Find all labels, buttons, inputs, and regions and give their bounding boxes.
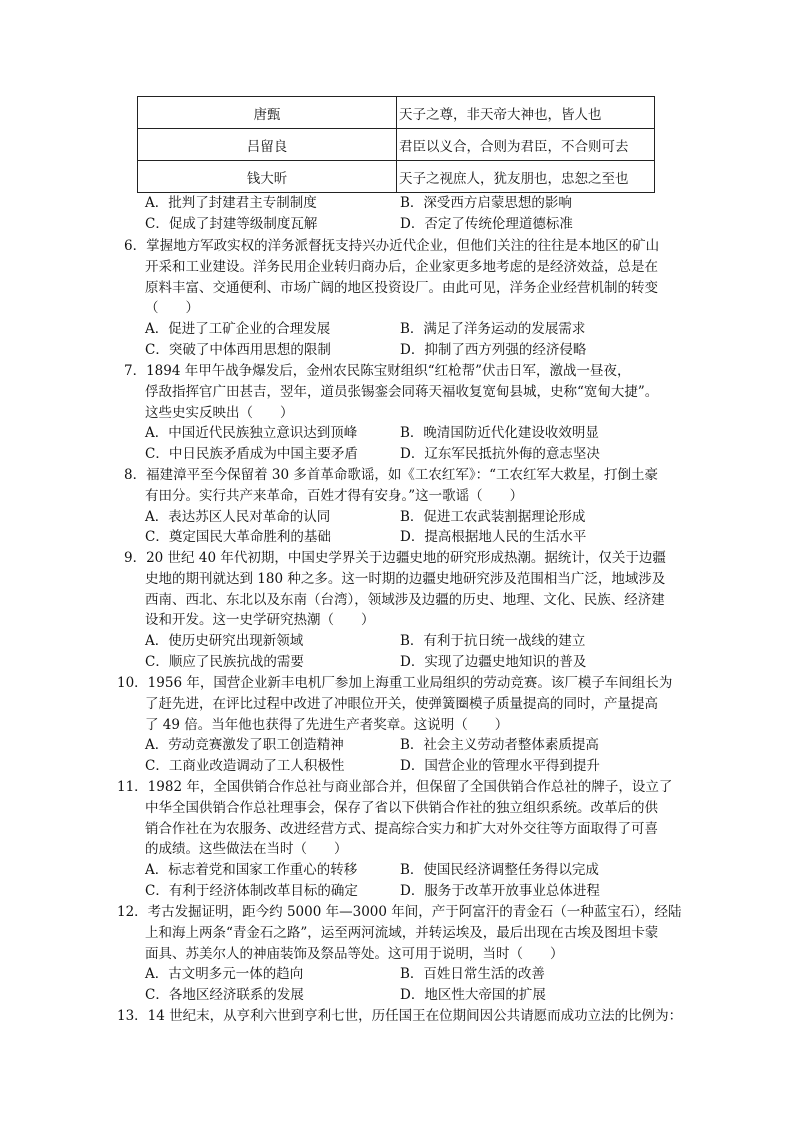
question-text: 设和开发。这一史学研究热潮（ ） — [145, 612, 375, 629]
question-6 — [124, 236, 659, 361]
option-b: B．社会主义劳动者整体素质提高 — [400, 737, 599, 754]
question-text: 这些史实反映出（ ） — [145, 404, 294, 421]
question-text: 了 49 倍。当年他也获得了先进生产者奖章。这说明（ ） — [145, 716, 509, 733]
option-d: D．抑制了西方列强的经济侵略 — [400, 341, 587, 358]
option-d: D．国营企业的管理水平得到提升 — [400, 758, 600, 775]
option-c: C．中日民族矛盾成为中国主要矛盾 — [145, 446, 358, 463]
option-a: A．标志着党和国家工作重心的转移 — [145, 862, 358, 879]
table-row — [138, 129, 655, 161]
option-d: D．否定了传统伦理道德标准 — [400, 215, 573, 232]
question-text: 西南、西北、东北以及东南（台湾），领域涉及边疆的历史、地理、文化、民族、经济建 — [145, 591, 665, 608]
question-text: 10．1956 年，国营企业新丰电机厂参加上海重工业局组织的劳动竞赛。该厂模子车间组长为 — [117, 675, 673, 691]
table-row — [138, 97, 655, 129]
table-row — [138, 161, 655, 193]
option-a: A．促进了工矿企业的合理发展 — [145, 321, 331, 338]
option-c: C．促成了封建等级制度瓦解 — [145, 215, 318, 232]
question-text: 俘敌指挥官广田甚吉，翌年，道员张锡銮会同蒋天福收复宽甸县城，史称“宽甸大捷”。 — [145, 383, 659, 400]
option-b: B．使国民经济调整任务得以完成 — [400, 862, 599, 879]
option-c: C．奠定国民大革命胜利的基础 — [145, 529, 331, 546]
option-d: D．辽东军民抵抗外侮的意志坚决 — [400, 446, 600, 463]
question-text: （ ） — [145, 300, 199, 317]
question-13 — [117, 1006, 683, 1027]
table-cell-name: 吕留良 — [138, 129, 397, 161]
option-b: B．百姓日常生活的改善 — [400, 966, 545, 983]
option-d: D．服务于改革开放事业总体进程 — [400, 882, 600, 899]
question-5-options — [145, 193, 680, 235]
question-text: 销合作社在为农服务、改进经营方式、提高综合实力和扩大对外交往等方面取得了可喜 — [145, 820, 658, 837]
option-a: A．古文明多元一体的趋向 — [145, 966, 304, 983]
option-b: B．促进工农武装割据理论形成 — [400, 508, 586, 525]
question-text: 中华全国供销合作总社理事会，保存了省以下供销合作社的独立组织系统。改革后的供 — [145, 799, 658, 816]
option-a: A．中国近代民族独立意识达到顶峰 — [145, 425, 358, 442]
option-d: D．实现了边疆史地知识的普及 — [400, 653, 587, 670]
question-11 — [117, 777, 673, 902]
question-text: 原料丰富、交通便利、市场广阔的地区投资设厂。由此可见，洋务企业经营机制的转变 — [145, 279, 658, 296]
question-text: 有田分。实行共产来革命，百姓才得有安身。”这一歌谣（ ） — [145, 487, 524, 504]
option-a: A．表达苏区人民对革命的认同 — [145, 508, 331, 525]
question-text: 面具、苏美尔人的神庙装饰及祭品等处。这可用于说明，当时（ ） — [145, 945, 564, 962]
question-text: 6．掌握地方军政实权的洋务派督抚支持兴办近代企业，但他们关注的往往是本地区的矿山 — [124, 238, 660, 254]
question-9 — [124, 548, 666, 673]
option-a: A．批判了封建君主专制制度 — [145, 195, 317, 211]
question-12 — [117, 902, 682, 1006]
option-c: C．工商业改造调动了工人积极性 — [145, 758, 345, 775]
question-text: 13．14 世纪末，从亨利六世到亨利七世，历任国王在位期间因公共请愿而成功立法的比例为： — [117, 1008, 683, 1024]
option-b: B．有利于抗日统一战线的建立 — [400, 633, 586, 650]
table-cell-name: 钱大昕 — [138, 161, 397, 193]
table-cell-quote: 君臣以义合，合则为君臣，不合则可去 — [397, 129, 655, 161]
option-a: A．使历史研究出现新领域 — [145, 633, 304, 650]
question-text: 12．考古发掘证明，距今约 5000 年—3000 年间，产于阿富汗的青金石（一种蓝宝石），经陆 — [117, 904, 682, 920]
question-text: 开采和工业建设。洋务民用企业转归商办后，企业家更多地考虑的是经济效益，总是在 — [145, 258, 658, 275]
question-7 — [124, 361, 659, 465]
option-c: C．顺应了民族抗战的需要 — [145, 653, 304, 670]
option-d: D．提高根据地人民的生活水平 — [400, 529, 587, 546]
question-text: 的成绩。这些做法在当时（ ） — [145, 841, 348, 858]
option-a: A．劳动竞赛激发了职工创造精神 — [145, 737, 344, 754]
option-b: B．满足了洋务运动的发展需求 — [400, 321, 586, 338]
question-8 — [124, 465, 659, 548]
option-b: B．晚清国防近代化建设收效明显 — [400, 425, 599, 442]
quote-table — [137, 96, 655, 193]
table-cell-quote: 天子之尊，非天帝大神也，皆人也 — [397, 97, 655, 129]
option-c: C．有利于经济体制改革目标的确定 — [145, 882, 358, 899]
question-text: 11．1982 年，全国供销合作总社与商业部合并，但保留了全国供销合作总社的牌子，设立了 — [117, 779, 673, 795]
question-text: 9．20 世纪 40 年代初期，中国史学界关于边疆史地的研究形成热潮。据统计，仅关于边疆 — [124, 550, 666, 566]
option-b: B．深受西方启蒙思想的影响 — [400, 195, 572, 211]
question-text: 上和海上两条“青金石之路”，运至两河流域，并转运埃及，最后出现在古埃及图坦卡蒙 — [145, 924, 659, 941]
table-cell-quote: 天子之视庶人，犹友朋也，忠恕之至也 — [397, 161, 655, 193]
option-d: D．地区性大帝国的扩展 — [400, 987, 546, 1004]
question-10 — [117, 673, 673, 777]
question-text: 史地的期刊就达到 180 种之多。这一时期的边疆史地研究涉及范围相当广泛，地域涉及 — [145, 570, 666, 587]
question-text: 了赶先进，在评比过程中改进了冲眼位开关，使弹簧圈模子质量提高的同时，产量提高 — [145, 695, 658, 712]
question-text: 7．1894 年甲午战争爆发后，金州农民陈宝财组织“红枪帮”伏击日军，激战一昼夜， — [124, 363, 631, 379]
question-text: 8．福建漳平至今保留着 30 多首革命歌谣，如《工农红军》：“工农红军大救星，打倒土豪 — [124, 467, 659, 483]
table-cell-name: 唐甄 — [138, 97, 397, 129]
option-c: C．各地区经济联系的发展 — [145, 987, 304, 1004]
option-c: C．突破了中体西用思想的限制 — [145, 341, 331, 358]
